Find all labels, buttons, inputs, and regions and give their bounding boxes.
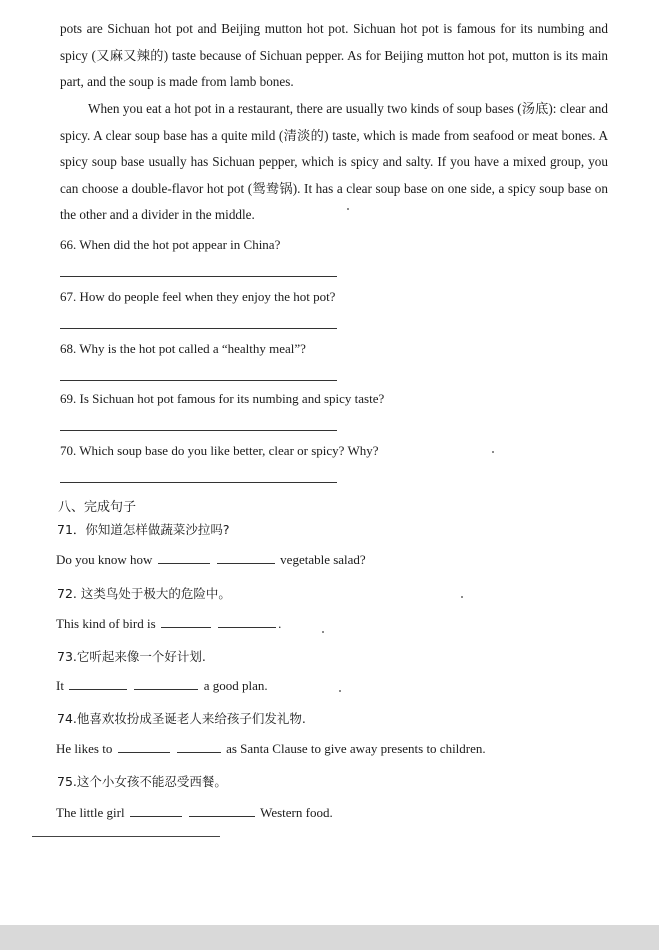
item-75-prefix: The little girl (56, 805, 125, 820)
item-73-prefix: It (56, 678, 64, 693)
item-73-english (56, 677, 268, 694)
footer-divider (32, 836, 220, 837)
item-73-suffix: a good plan. (203, 678, 268, 693)
item-72-chinese: 72. 这类鸟处于极大的危险中。 (57, 586, 231, 601)
scan-speck (461, 596, 463, 598)
item-71-english (56, 551, 366, 568)
question-70: 70. Which soup base do you like better, clear or spicy? Why? (60, 443, 379, 458)
item-71-suffix: vegetable salad? (280, 552, 366, 567)
question-69: 69. Is Sichuan hot pot famous for its numbing and spicy taste? (60, 391, 385, 406)
item-74-chinese: 74.他喜欢妆扮成圣诞老人来给孩子们发礼物. (57, 711, 306, 726)
scan-speck (492, 451, 494, 453)
blank-74-b[interactable] (177, 740, 221, 753)
item-73-chinese: 73.它听起来像一个好计划. (57, 649, 206, 664)
question-67: 67. How do people feel when they enjoy the hot pot? (60, 289, 336, 304)
blank-72-a[interactable] (161, 615, 211, 628)
viewer-bottom-bar (0, 925, 659, 950)
scan-speck (347, 208, 349, 210)
blank-72-b[interactable] (218, 615, 276, 628)
passage-paragraph-1: pots are Sichuan hot pot and Beijing mutton hot pot. Sichuan hot pot is famous for its numbing and spicy (又麻又辣的) taste because of Sichuan pepper. As for Beijing mutton hot pot, mutton is its main part, and the soup is made from lamb bones. (60, 21, 608, 90)
blank-75-b[interactable] (189, 804, 255, 817)
item-75-english (56, 804, 333, 821)
item-74-prefix: He likes to (56, 741, 113, 756)
item-74-english (56, 740, 486, 757)
item-71-prefix: Do you know how (56, 552, 153, 567)
item-72-suffix: . (278, 616, 282, 631)
item-75-suffix: Western food. (260, 805, 333, 820)
answer-line-67[interactable] (60, 328, 337, 329)
blank-75-a[interactable] (130, 804, 182, 817)
scan-speck (339, 690, 341, 692)
answer-line-70[interactable] (60, 482, 337, 483)
item-74-suffix: as Santa Clause to give away presents to children. (226, 741, 486, 756)
blank-71-b[interactable] (217, 551, 275, 564)
passage-paragraph-2: When you eat a hot pot in a restaurant, there are usually two kinds of soup bases (汤底): clear and spicy. A clear soup base has a quite mild (清淡的) taste, which is made from seafood or meat bones. A spicy soup base usually has Sichuan pepper, which is spicy and salty. If you have a mixed group, you can choose a double-flavor hot pot (鸳鸯锅). It has a clear soup base on one side, a spicy soup base on the other and a divider in the middle. (60, 101, 608, 223)
answer-line-69[interactable] (60, 430, 337, 431)
item-72-english (56, 615, 281, 632)
scan-speck (322, 631, 324, 633)
question-68: 68. Why is the hot pot called a “healthy meal”? (60, 341, 306, 356)
item-71-chinese: 71．你知道怎样做蔬菜沙拉吗? (57, 522, 230, 537)
blank-74-a[interactable] (118, 740, 170, 753)
item-72-prefix: This kind of bird is (56, 616, 156, 631)
section-8-heading: 八、完成句子 (58, 500, 137, 515)
blank-73-b[interactable] (134, 677, 198, 690)
answer-line-68[interactable] (60, 380, 337, 381)
question-66: 66. When did the hot pot appear in China? (60, 237, 281, 252)
blank-71-a[interactable] (158, 551, 210, 564)
answer-line-66[interactable] (60, 276, 337, 277)
blank-73-a[interactable] (69, 677, 127, 690)
item-75-chinese: 75.这个小女孩不能忍受西餐。 (57, 774, 227, 789)
